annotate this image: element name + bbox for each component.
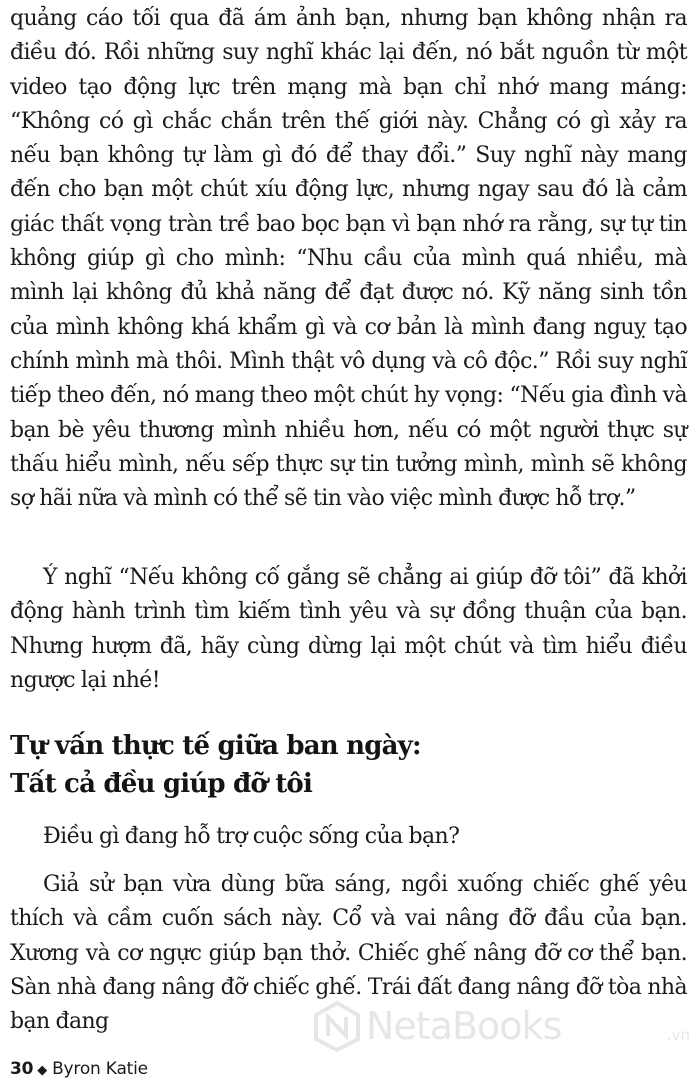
author-name: Byron Katie — [52, 1059, 148, 1079]
body-paragraph-2: Ý nghĩ “Nếu không cố gắng sẽ chẳng ai giúp đỡ tôi” đã khởi động hành trình tìm kiếm tình yêu và sự đồng thuận của bạn. Nhưng hượm đã, hãy cùng dừng lại một chút và tìm hiểu điều ngược lại nhé! — [10, 565, 687, 693]
page-number: 30 — [10, 1059, 34, 1079]
body-paragraph-1: quảng cáo tối qua đã ám ảnh bạn, nhưng bạn không nhận ra điều đó. Rồi những suy nghĩ khác lại đến, nó bắt nguồn từ một video tạo động lực trên mạng mà bạn chỉ nhớ mang máng: “Không có gì chắc chắn trên thế giới này. Chẳng có gì xảy ra nếu bạn không tự làm gì đó để thay đổi.” Suy nghĩ này mang đến cho bạn một chút xíu động lực, nhưng ngay sau đó là cảm giác thất vọng tràn trề bao bọc bạn vì bạn nhớ ra rằng, sự tự tin không giúp gì cho mình: “Nhu cầu của mình quá nhiều, mà mình lại không đủ khả năng để đạt được nó. Kỹ năng sinh tồn của mình không khá khẩm gì và cơ bản là mình đang nguỵ tạo chính mình mà thôi. Mình thật vô dụng và cô độc.” Rồi suy nghĩ tiếp theo đến, nó mang theo một chút hy vọng: “Nếu gia đình và bạn bè yêu thương mình nhiều hơn, nếu có một người thực sự thấu hiểu mình, nếu sếp thực sự tin tưởng mình, mình sẽ không sợ hãi nữa và mình có thể sẽ tin vào việc mình được hỗ trợ.” — [10, 6, 687, 512]
page-footer — [10, 1059, 148, 1081]
diamond-separator-icon: ◆ — [37, 1063, 48, 1078]
watermark-brand-text: NetaBooks — [366, 1004, 562, 1048]
watermark-suffix-text: .vn — [666, 1026, 690, 1044]
section-heading — [10, 727, 690, 803]
question-paragraph: Điều gì đang hỗ trợ cuộc sống của bạn? — [43, 824, 460, 849]
netabooks-logo-icon — [312, 1000, 362, 1052]
netabooks-watermark — [312, 1000, 692, 1056]
body-paragraph-3: Giả sử bạn vừa dùng bữa sáng, ngồi xuống chiếc ghế yêu thích và cầm cuốn sách này. Cổ và vai nâng đỡ đầu của bạn. Xương và cơ ngực giúp bạn thở. Chiếc ghế nâng đỡ cơ thể bạn. Sàn nhà đang nâng đỡ chiếc ghế. Trái đất đang nâng đỡ tòa nhà bạn đang — [10, 872, 687, 1035]
section-heading-line-2: Tất cả đều giúp đỡ tôi — [10, 769, 313, 799]
section-heading-line-1: Tự vấn thực tế giữa ban ngày: — [10, 731, 421, 761]
